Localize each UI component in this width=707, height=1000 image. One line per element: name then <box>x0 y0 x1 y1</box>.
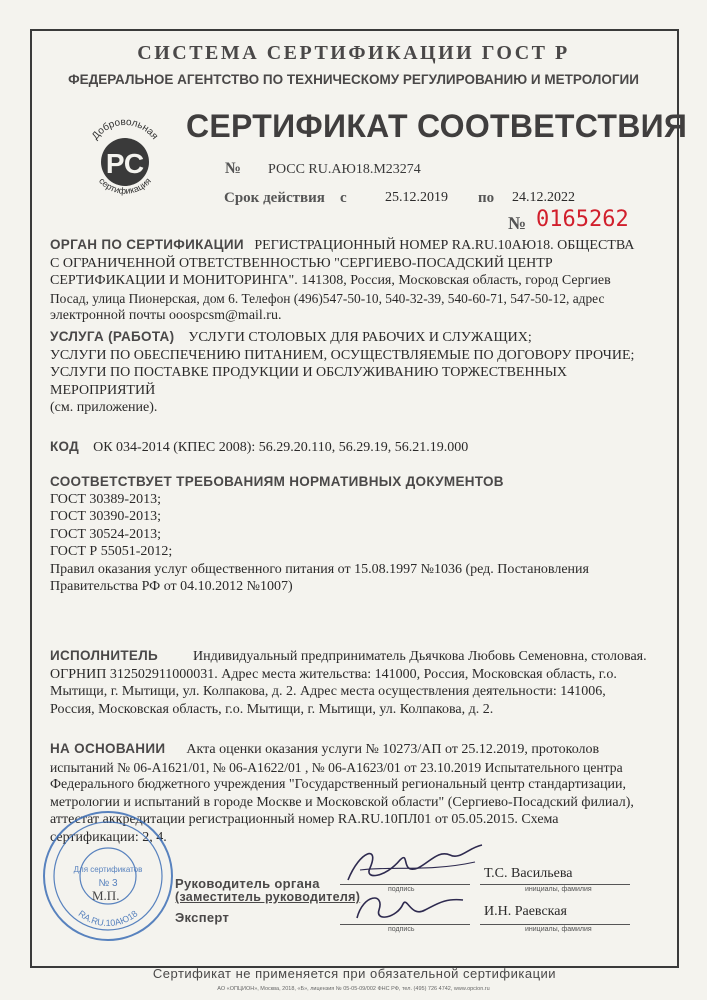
logo-mark: РС <box>105 148 145 179</box>
head-signature-caption: подпись <box>388 886 415 893</box>
executor-heading: ИСПОЛНИТЕЛЬ <box>50 648 158 663</box>
expert-signature-icon <box>345 888 475 928</box>
expert-signature-caption: подпись <box>388 926 415 933</box>
conformity-doc-2: ГОСТ 30390-2013; <box>50 509 161 524</box>
conformity-section <box>50 473 650 596</box>
number-label: № <box>225 160 242 177</box>
executor-line1: Индивидуальный предприниматель Дьячкова Любовь Семеновна, столовая. <box>192 649 647 664</box>
executor-section <box>50 647 650 718</box>
certificate-title: СЕРТИФИКАТ СООТВЕТСТВИЯ <box>186 108 688 144</box>
footer-notice: Сертификат не применяется при обязательной сертификации <box>152 966 557 981</box>
printer-imprint: АО «ОПЦИОН», Москва, 2018, «Б», лицензия № 05-05-09/002 ФНС РФ, тел. (495) 726 4742, www.opcion.ru <box>217 986 490 992</box>
basis-line4: метрологии и испытаний в городе Москве и Московской области" (Сергиево-Посадский филиал), <box>50 794 634 810</box>
executor-line2: ОГРНИП 312502911000031. Адрес места жительства: 141000, Россия, Московская область, г.о. <box>50 666 617 682</box>
basis-line5: аттестат аккредитации регистрационный номер RA.RU.10ПЛ01 от 05.05.2015. Схема <box>50 812 559 827</box>
expert-name-line <box>480 924 630 925</box>
service-line3: УСЛУГИ ПО ПОСТАВКЕ ПРОДУКЦИИ И ОБСЛУЖИВАНИЮ ТОРЖЕСТВЕННЫХ <box>50 365 568 380</box>
certificate-number: РОСС RU.АЮ18.М23274 <box>268 162 421 177</box>
conformity-doc-4: ГОСТ Р 55051-2012; <box>50 544 173 559</box>
certification-body-line1: РЕГИСТРАЦИОННЫЙ НОМЕР RA.RU.10АЮ18. ОБЩЕСТВА <box>254 238 635 253</box>
deputy-label: (заместитель руководителя) <box>175 890 361 904</box>
expert-name-caption: инициалы, фамилия <box>525 926 592 933</box>
logo-bottom-text: сертификация <box>97 175 153 196</box>
validity-to-date: 24.12.2022 <box>512 190 575 205</box>
basis-line6: сертификации: 2, 4. <box>50 829 167 845</box>
certification-body-line3: СЕРТИФИКАЦИИ И МОНИТОРИНГА". 141308, Россия, Московская область, город Сергиев <box>50 273 611 288</box>
service-section <box>50 328 650 417</box>
certification-body-section <box>50 236 650 325</box>
seal-place: М.П. <box>92 888 120 903</box>
stamp-reg: RA.RU.10АЮ18 <box>76 908 140 929</box>
head-name-caption: инициалы, фамилия <box>525 886 592 893</box>
code-section <box>50 438 650 457</box>
head-signature-icon <box>340 840 490 890</box>
executor-line4: Россия, Московская область, г.о. Мытищи, г. Мытищи, ул. Колпакова, д. 2. <box>50 701 494 717</box>
serial-label: № <box>508 213 527 233</box>
agency-title: ФЕДЕРАЛЬНОЕ АГЕНТСТВО ПО ТЕХНИЧЕСКОМУ РЕГУЛИРОВАНИЮ И МЕТРОЛОГИИ <box>68 72 639 87</box>
head-label: Руководитель органа <box>175 876 320 891</box>
basis-line1: Акта оценки оказания услуги № 10273/АП от 25.12.2019, протоколов <box>186 742 600 757</box>
code-heading: КОД <box>50 439 80 454</box>
basis-line2: испытаний № 06-А1621/01, № 06-А1622/01 , № 06-А1623/01 от 23.10.2019 Испытательного центра <box>50 759 623 775</box>
basis-line3: Федерального бюджетного учреждения "Государственный региональный центр стандартизации, <box>50 777 626 792</box>
logo-top-text: Добровольная <box>89 116 161 142</box>
service-heading: УСЛУГА (РАБОТА) <box>50 329 175 344</box>
validity-from-label: с <box>340 190 347 206</box>
service-line4: МЕРОПРИЯТИЙ <box>50 382 156 398</box>
system-title: СИСТЕМА СЕРТИФИКАЦИИ ГОСТ Р <box>137 42 570 64</box>
certification-body-line2: С ОГРАНИЧЕННОЙ ОТВЕТСТВЕННОСТЬЮ "СЕРГИЕВО-ПОСАДСКИЙ ЦЕНТР <box>50 255 553 271</box>
conformity-doc-1: ГОСТ 30389-2013; <box>50 491 161 507</box>
code-value: ОК 034-2014 (КПЕС 2008): 56.29.20.110, 56.29.19, 56.21.19.000 <box>93 440 469 455</box>
service-line5: (см. приложение). <box>50 400 158 415</box>
service-line1: УСЛУГИ СТОЛОВЫХ ДЛЯ РАБОЧИХ И СЛУЖАЩИХ; <box>188 330 532 345</box>
expert-name: И.Н. Раевская <box>484 904 567 919</box>
validity-to-label: по <box>478 190 495 206</box>
validity-from-date: 25.12.2019 <box>385 190 448 205</box>
conformity-rules-line1: Правил оказания услуг общественного питания от 15.08.1997 №1036 (ред. Постановления <box>50 561 589 577</box>
stamp-number: № 3 <box>98 878 118 889</box>
certification-body-heading: ОРГАН ПО СЕРТИФИКАЦИИ <box>50 237 244 252</box>
executor-line3: Мытищи, г. Мытищи, ул. Колпакова, д. 2. Адрес места осуществления деятельности: 141006, <box>50 684 606 699</box>
validity-label: Срок действия <box>224 190 325 206</box>
head-name: Т.С. Васильева <box>484 866 573 881</box>
service-line2: УСЛУГИ ПО ОБЕСПЕЧЕНИЮ ПИТАНИЕМ, ОСУЩЕСТВЛЯЕМЫЕ ПО ДОГОВОРУ ПРОЧИЕ; <box>50 347 635 363</box>
certification-body-line4: Посад, улица Пионерская, дом 6. Телефон (496)547-50-10, 540-32-39, 540-60-71, 547-50-12, адрес <box>50 290 605 306</box>
stamp-center-text: Для сертификатов <box>73 865 143 874</box>
gost-r-logo-icon <box>78 112 172 202</box>
conformity-rules-line2: Правительства РФ от 04.10.2012 №1007) <box>50 579 293 594</box>
head-name-line <box>480 884 630 885</box>
basis-heading: НА ОСНОВАНИИ <box>50 741 166 756</box>
conformity-doc-3: ГОСТ 30524-2013; <box>50 526 161 542</box>
official-stamp-icon <box>40 808 176 944</box>
certification-body-line5: электронной почты ooospcsm@mail.ru. <box>50 308 282 323</box>
conformity-heading: СООТВЕТСТВУЕТ ТРЕБОВАНИЯМ НОРМАТИВНЫХ ДОКУМЕНТОВ <box>50 474 504 489</box>
serial-number: 0165262 <box>536 207 629 232</box>
expert-label: Эксперт <box>175 910 230 925</box>
